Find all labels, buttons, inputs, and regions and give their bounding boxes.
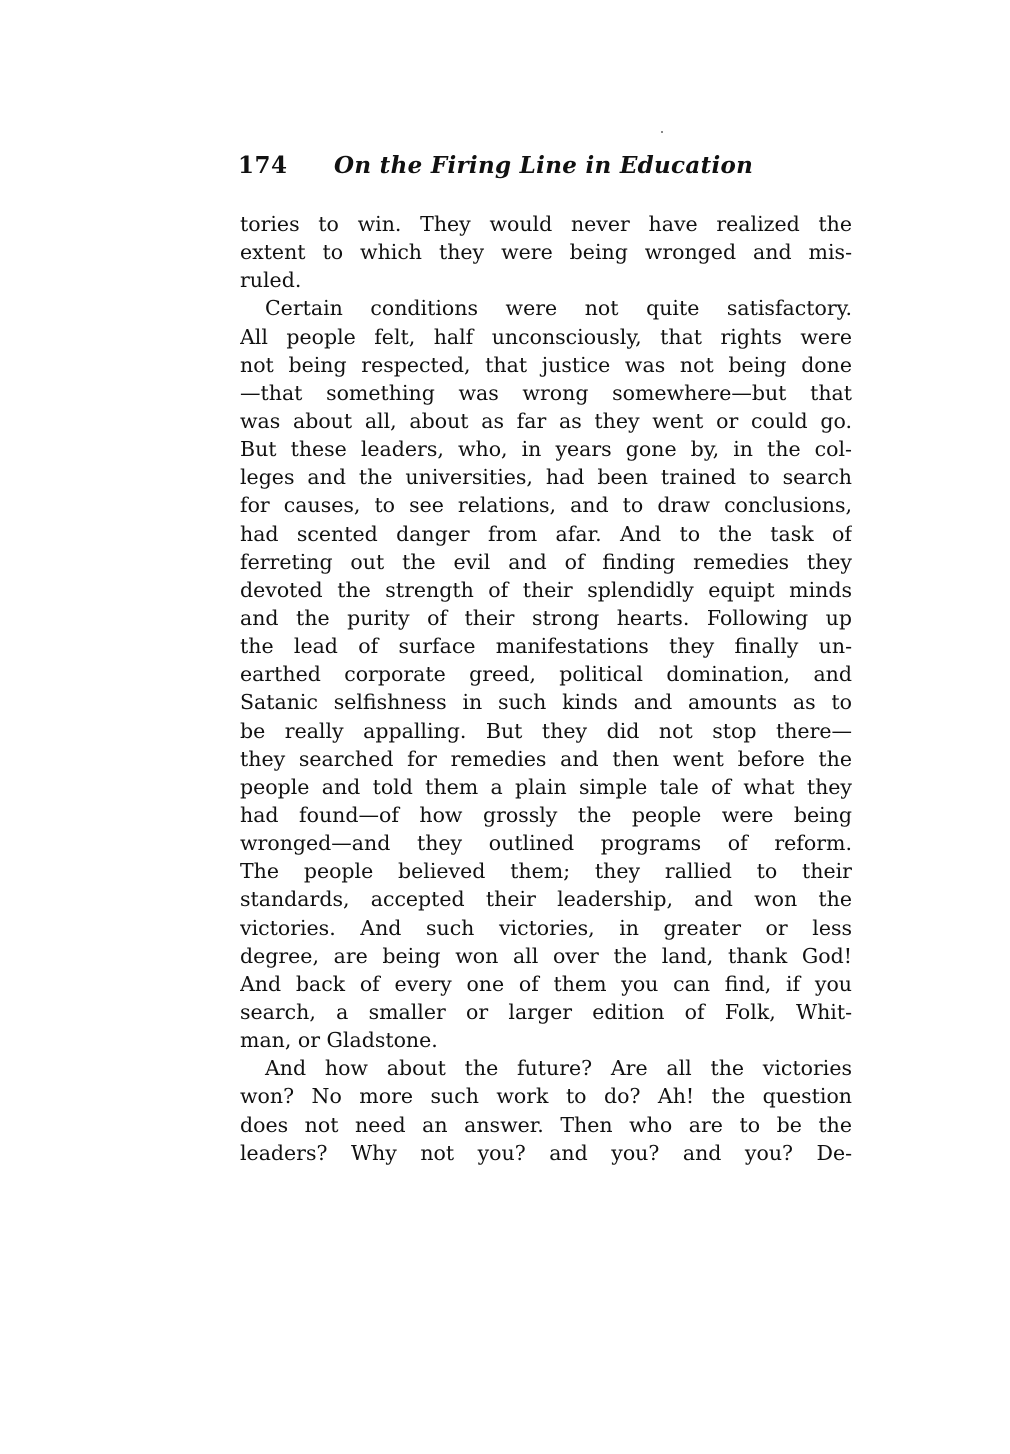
text-line: won? No more such work to do? Ah! the question: [240, 1084, 852, 1109]
running-title: On the Firing Line in Education: [334, 152, 754, 179]
text-line: be really appalling. But they did not stop there—: [240, 718, 852, 743]
text-line: Certain conditions were not quite satisfactory.: [265, 296, 852, 321]
page-header: [238, 152, 858, 188]
text-line: does not need an answer. Then who are to be the: [240, 1112, 852, 1137]
text-line: earthed corporate greed, political domination, and: [240, 662, 852, 687]
text-line: leaders? Why not you? and you? and you? De-: [240, 1140, 852, 1165]
text-line: —that something was wrong somewhere—but that: [240, 380, 852, 405]
text-line: degree, are being won all over the land, thank God!: [240, 943, 852, 968]
print-speck: [661, 131, 663, 133]
text-line: The people believed them; they rallied to their: [240, 859, 852, 884]
page-body: [240, 210, 852, 1167]
text-line: And back of every one of them you can find, if you: [240, 971, 852, 996]
text-line: had found—of how grossly the people were being: [240, 802, 852, 827]
text-line: wronged—and they outlined programs of reform.: [240, 831, 852, 856]
text-line: And how about the future? Are all the victories: [265, 1056, 852, 1081]
text-line: people and told them a plain simple tale of what they: [240, 774, 852, 799]
text-line: man, or Gladstone.: [240, 1028, 438, 1053]
text-line: not being respected, that justice was not being done: [240, 352, 852, 377]
text-line: had scented danger from afar. And to the task of: [240, 521, 852, 546]
text-line: for causes, to see relations, and to draw conclusions,: [240, 493, 852, 518]
text-line: and the purity of their strong hearts. Following up: [240, 605, 852, 630]
text-line: Satanic selfishness in such kinds and amounts as to: [240, 690, 852, 715]
text-line: All people felt, half unconsciously, that rights were: [240, 324, 852, 349]
text-line: they searched for remedies and then went before the: [240, 746, 852, 771]
page-number: 174: [238, 152, 288, 179]
text-line: leges and the universities, had been trained to search: [240, 465, 852, 490]
text-line: the lead of surface manifestations they finally un-: [240, 634, 852, 659]
text-line: tories to win. They would never have realized the: [240, 212, 852, 236]
text-line: was about all, about as far as they went or could go.: [240, 408, 852, 433]
text-line: search, a smaller or larger edition of Folk, Whit-: [240, 999, 852, 1024]
text-line: extent to which they were being wronged and mis-: [240, 240, 852, 265]
text-line: ferreting out the evil and of finding remedies they: [240, 549, 852, 574]
text-line: But these leaders, who, in years gone by, in the col-: [240, 437, 852, 462]
text-line: victories. And such victories, in greater or less: [240, 915, 852, 940]
text-line: standards, accepted their leadership, and won the: [240, 887, 852, 912]
text-line: devoted the strength of their splendidly equipt minds: [240, 577, 852, 602]
text-line: ruled.: [240, 268, 302, 293]
